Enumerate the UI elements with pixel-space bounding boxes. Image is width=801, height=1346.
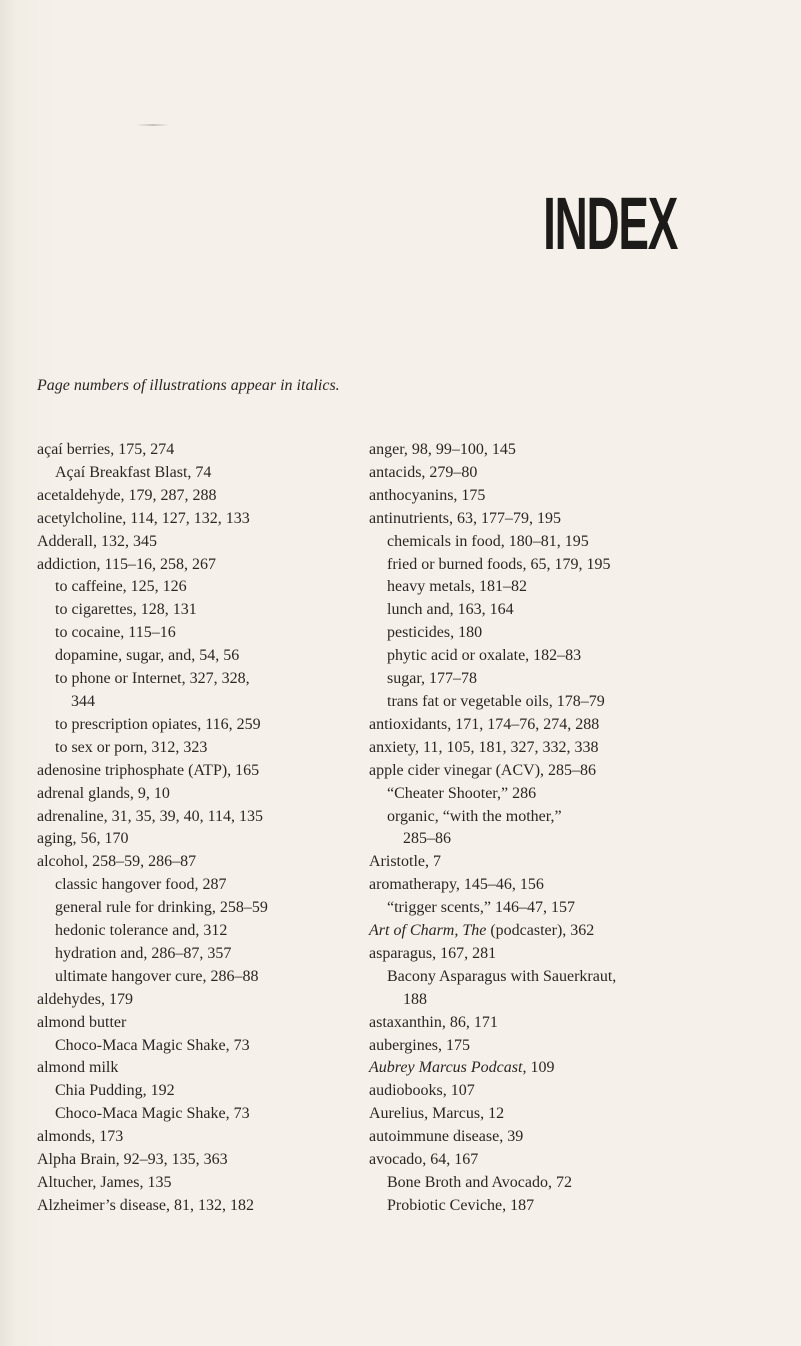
index-entry: anxiety, 11, 105, 181, 327, 332, 338 — [369, 738, 599, 756]
index-continuation: 285–86 — [403, 830, 451, 848]
index-subentry: Probiotic Ceviche, 187 — [387, 1196, 535, 1214]
index-entry: Altucher, James, 135 — [37, 1174, 172, 1191]
index-column-left — [37, 439, 347, 1218]
index-entry: aubergines, 175 — [369, 1036, 471, 1054]
index-subentry: ultimate hangover cure, 286–88 — [55, 967, 259, 985]
index-entry: Aristotle, 7 — [369, 853, 441, 871]
index-subentry: to phone or Internet, 327, 328, — [55, 670, 250, 688]
index-entry: açaí berries, 175, 274 — [37, 441, 175, 458]
index-entry-text: (podcaster), 362 — [486, 922, 595, 940]
index-entry: aging, 56, 170 — [37, 830, 129, 848]
index-subentry: classic hangover food, 287 — [55, 876, 227, 894]
index-entry: adrenaline, 31, 35, 39, 40, 114, 135 — [37, 807, 264, 825]
index-subentry: to cigarettes, 128, 131 — [55, 601, 197, 619]
index-subentry: Bone Broth and Avocado, 72 — [387, 1174, 573, 1191]
index-continuation: 344 — [71, 692, 95, 710]
index-subentry: to cocaine, 115–16 — [55, 624, 176, 642]
index-subentry: “trigger scents,” 146–47, 157 — [387, 899, 575, 917]
index-subentry: to caffeine, 125, 126 — [55, 578, 187, 596]
index-entry: antinutrients, 63, 177–79, 195 — [369, 509, 561, 527]
index-entry-text: , 109 — [522, 1059, 555, 1077]
index-entry: astaxanthin, 86, 171 — [369, 1013, 498, 1031]
index-subentry: lunch and, 163, 164 — [387, 601, 514, 619]
italics-note: Page numbers of illustrations appear in italics. — [37, 377, 340, 394]
index-subentry: heavy metals, 181–82 — [387, 578, 527, 596]
index-subentry: phytic acid or oxalate, 182–83 — [387, 647, 582, 665]
index-entry: addiction, 115–16, 258, 267 — [37, 555, 216, 573]
index-entry: Alzheimer’s disease, 81, 132, 182 — [37, 1196, 254, 1214]
index-subentry: “Cheater Shooter,” 286 — [387, 784, 537, 802]
index-subentry: Bacony Asparagus with Sauerkraut, — [387, 967, 617, 985]
index-entry: almond butter — [37, 1013, 127, 1031]
index-entry: anthocyanins, 175 — [369, 486, 486, 504]
index-subentry: general rule for drinking, 258–59 — [55, 899, 268, 917]
index-subentry: trans fat or vegetable oils, 178–79 — [387, 692, 605, 710]
index-subentry: fried or burned foods, 65, 179, 195 — [387, 555, 611, 573]
index-subentry: hedonic tolerance and, 312 — [55, 922, 228, 940]
index-subentry: Açaí Breakfast Blast, 74 — [55, 463, 212, 481]
index-entry: antioxidants, 171, 174–76, 274, 288 — [369, 715, 600, 733]
index-entry: anger, 98, 99–100, 145 — [369, 441, 516, 458]
index-subentry: Choco-Maca Magic Shake, 73 — [55, 1105, 250, 1123]
paper-smudge — [136, 124, 170, 126]
index-subentry: Chia Pudding, 192 — [55, 1082, 175, 1100]
index-entry: antacids, 279–80 — [369, 463, 478, 481]
index-entry — [369, 920, 679, 943]
index-entry: Aurelius, Marcus, 12 — [369, 1105, 505, 1123]
index-entry-italic-title: Aubrey Marcus Podcast — [369, 1059, 523, 1077]
index-entry: autoimmune disease, 39 — [369, 1128, 524, 1146]
index-subentry: organic, “with the mother,” — [387, 807, 562, 825]
index-entry: alcohol, 258–59, 286–87 — [37, 853, 197, 871]
index-subentry: chemicals in food, 180–81, 195 — [387, 532, 589, 550]
index-entry: almonds, 173 — [37, 1128, 124, 1146]
index-entry-italic-title: Art of Charm, The — [369, 922, 487, 940]
index-entry: Adderall, 132, 345 — [37, 532, 157, 550]
index-subentry: Choco-Maca Magic Shake, 73 — [55, 1036, 250, 1054]
index-entry: aldehydes, 179 — [37, 990, 133, 1008]
index-subentry: to sex or porn, 312, 323 — [55, 738, 208, 756]
index-continuation: 188 — [403, 990, 427, 1008]
index-subentry: to prescription opiates, 116, 259 — [55, 715, 261, 733]
index-entry: asparagus, 167, 281 — [369, 944, 497, 962]
index-entry: audiobooks, 107 — [369, 1082, 475, 1100]
index-entry: acetylcholine, 114, 127, 132, 133 — [37, 509, 250, 527]
index-entry: almond milk — [37, 1059, 119, 1077]
index-entry: aromatherapy, 145–46, 156 — [369, 876, 544, 894]
index-subentry: sugar, 177–78 — [387, 670, 478, 688]
index-entry: apple cider vinegar (ACV), 285–86 — [369, 761, 597, 779]
index-entry: adenosine triphosphate (ATP), 165 — [37, 761, 260, 779]
page-title: INDEX — [542, 182, 677, 265]
index-entry: avocado, 64, 167 — [369, 1151, 479, 1169]
index-subentry: pesticides, 180 — [387, 624, 483, 642]
index-subentry: hydration and, 286–87, 357 — [55, 944, 232, 962]
index-entry: adrenal glands, 9, 10 — [37, 784, 170, 802]
index-column-right — [369, 439, 679, 1218]
index-entry: Alpha Brain, 92–93, 135, 363 — [37, 1151, 228, 1169]
index-entry — [369, 1057, 679, 1080]
index-entry: acetaldehyde, 179, 287, 288 — [37, 486, 217, 504]
index-subentry: dopamine, sugar, and, 54, 56 — [55, 647, 240, 665]
